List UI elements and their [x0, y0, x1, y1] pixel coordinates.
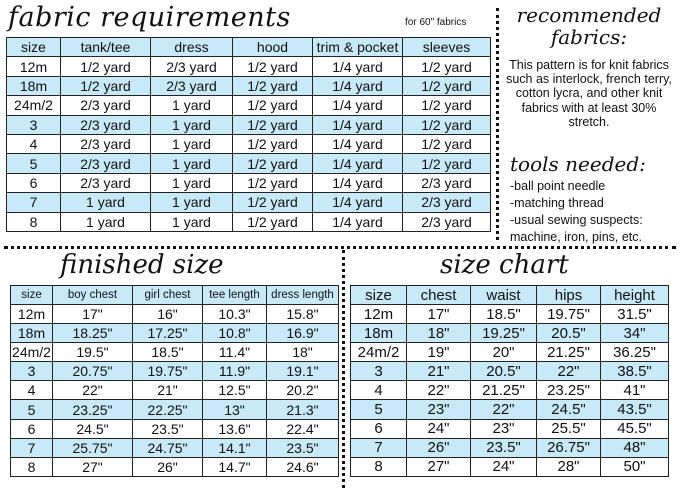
tools-needed-list	[510, 178, 643, 246]
table-cell: 18.5"	[133, 343, 203, 362]
table-cell: 21"	[133, 381, 203, 400]
table-cell: 24m/2	[12, 344, 51, 361]
table-cell: 5	[351, 400, 407, 419]
table-row	[351, 400, 669, 419]
table-cell: 20.5"	[537, 324, 601, 343]
size-chart-table	[350, 285, 669, 477]
table-cell: 21.25"	[471, 381, 537, 400]
column-header: height	[601, 286, 669, 305]
column-header: tank/tee	[61, 38, 151, 57]
tool-item: machine, iron, pins, etc.	[510, 230, 643, 244]
table-cell: 1/2 yard	[403, 76, 491, 95]
table-cell: 17.25"	[133, 324, 203, 343]
column-header: dress	[151, 38, 233, 57]
table-cell: 19.25"	[471, 324, 537, 343]
column-header: boy chest	[53, 286, 133, 305]
table-cell: 2/3 yard	[403, 173, 491, 192]
table-cell: 1/4 yard	[313, 134, 403, 153]
table-row	[7, 76, 491, 95]
table-header-row	[11, 286, 339, 305]
table-cell: 31.5"	[601, 305, 669, 324]
table-cell: 24.6"	[267, 457, 339, 476]
table-cell: 7	[11, 438, 53, 457]
table-cell: 13"	[203, 400, 267, 419]
table-cell: 24m/2	[7, 96, 61, 115]
table-row	[351, 343, 669, 362]
recommended-fabrics-title: recommended fabrics:	[516, 3, 662, 49]
table-row	[7, 115, 491, 134]
table-cell: 1/2 yard	[233, 76, 313, 95]
table-cell: 15.8"	[267, 305, 339, 324]
table-cell: 1 yard	[151, 115, 233, 134]
table-cell: 41"	[601, 381, 669, 400]
table-cell: 1 yard	[151, 173, 233, 192]
table-row	[11, 324, 339, 343]
fabric-requirements-table	[6, 37, 491, 232]
table-cell: 19.5"	[53, 343, 133, 362]
table-cell: 1/4 yard	[313, 173, 403, 192]
table-cell: 1/4 yard	[313, 76, 403, 95]
table-row	[11, 419, 339, 438]
table-cell: 26"	[407, 438, 471, 457]
tool-item: -matching thread	[510, 196, 604, 210]
column-header: tee length	[203, 286, 267, 305]
table-cell: 2/3 yard	[61, 173, 151, 192]
table-cell: 25.5"	[537, 419, 601, 438]
table-cell: 7	[7, 193, 61, 212]
table-cell: 18m	[351, 324, 407, 343]
table-cell: 1/2 yard	[403, 57, 491, 76]
size-chart-title: size chart	[440, 250, 569, 280]
table-row	[7, 173, 491, 192]
table-cell: 1/2 yard	[61, 76, 151, 95]
table-cell: 1 yard	[151, 134, 233, 153]
fabric-requirements-title: fabric requirements	[8, 2, 291, 33]
table-cell: 5	[7, 154, 61, 173]
table-cell: 1/2 yard	[233, 193, 313, 212]
table-cell: 26"	[133, 457, 203, 476]
table-cell: 1/4 yard	[313, 212, 403, 231]
table-cell: 25.75"	[53, 438, 133, 457]
table-header-row	[351, 286, 669, 305]
table-cell: 20.5"	[471, 362, 537, 381]
table-cell: 1 yard	[151, 212, 233, 231]
table-cell: 18m	[11, 324, 53, 343]
table-cell: 2/3 yard	[151, 57, 233, 76]
table-row	[351, 305, 669, 324]
table-cell: 18m	[7, 76, 61, 95]
table-cell: 18.5"	[471, 305, 537, 324]
column-header: waist	[471, 286, 537, 305]
table-cell: 1/2 yard	[233, 154, 313, 173]
table-cell: 19.1"	[267, 362, 339, 381]
table-cell: 23.25"	[537, 381, 601, 400]
table-cell: 4	[7, 134, 61, 153]
table-cell: 3	[7, 115, 61, 134]
table-row	[11, 343, 339, 362]
table-cell: 12m	[11, 305, 53, 324]
table-cell: 22"	[537, 362, 601, 381]
table-cell: 1/2 yard	[233, 212, 313, 231]
table-cell: 22.4"	[267, 419, 339, 438]
table-cell: 2/3 yard	[403, 212, 491, 231]
column-header: dress length	[267, 286, 339, 305]
table-cell: 27"	[407, 457, 471, 476]
table-cell: 24.5"	[537, 400, 601, 419]
table-cell: 22"	[407, 381, 471, 400]
table-cell: 2/3 yard	[61, 96, 151, 115]
table-cell: 10.8"	[203, 324, 267, 343]
table-cell: 8	[351, 457, 407, 476]
table-row	[7, 134, 491, 153]
table-cell: 1 yard	[61, 212, 151, 231]
table-cell: 4	[351, 381, 407, 400]
table-cell: 14.7"	[203, 457, 267, 476]
table-cell: 1/2 yard	[403, 115, 491, 134]
divider-vertical-bottom	[342, 250, 345, 488]
table-cell: 21"	[407, 362, 471, 381]
table-cell: 19.75"	[133, 362, 203, 381]
table-cell: 22"	[471, 400, 537, 419]
table-cell: 22.25"	[133, 400, 203, 419]
column-header: girl chest	[133, 286, 203, 305]
table-row	[351, 419, 669, 438]
finished-size-table	[10, 285, 339, 477]
column-header: sleeves	[403, 38, 491, 57]
table-cell: 1/2 yard	[233, 134, 313, 153]
table-cell: 6	[11, 419, 53, 438]
column-header: hips	[537, 286, 601, 305]
table-cell: 26.75"	[537, 438, 601, 457]
table-cell: 28"	[537, 457, 601, 476]
table-row	[7, 57, 491, 76]
table-cell: 18"	[407, 324, 471, 343]
column-header: chest	[407, 286, 471, 305]
table-cell: 5	[11, 400, 53, 419]
table-cell: 1/4 yard	[313, 57, 403, 76]
table-row	[11, 400, 339, 419]
table-cell: 12.5"	[203, 381, 267, 400]
table-cell: 6	[7, 173, 61, 192]
table-row	[351, 362, 669, 381]
table-row	[351, 381, 669, 400]
table-cell: 1/2 yard	[233, 96, 313, 115]
divider-vertical-top	[496, 8, 499, 240]
fabric-width-note: for 60" fabrics	[405, 17, 467, 28]
table-cell: 20.75"	[53, 362, 133, 381]
table-cell: 23"	[407, 400, 471, 419]
table-row	[7, 193, 491, 212]
table-cell: 1/2 yard	[61, 57, 151, 76]
table-cell: 2/3 yard	[61, 115, 151, 134]
table-cell: 20"	[471, 343, 537, 362]
table-cell: 7	[351, 438, 407, 457]
table-cell: 27"	[53, 457, 133, 476]
column-header: size	[351, 286, 407, 305]
table-cell: 17"	[53, 305, 133, 324]
table-cell: 2/3 yard	[61, 134, 151, 153]
table-cell: 2/3 yard	[61, 154, 151, 173]
table-cell: 24.75"	[133, 438, 203, 457]
table-cell: 48"	[601, 438, 669, 457]
table-cell: 38.5"	[601, 362, 669, 381]
table-cell: 22"	[53, 381, 133, 400]
table-cell: 4	[11, 381, 53, 400]
table-row	[351, 457, 669, 476]
table-cell: 2/3 yard	[403, 193, 491, 212]
column-header: size	[7, 38, 61, 57]
table-cell: 1/2 yard	[233, 115, 313, 134]
tool-item: -ball point needle	[510, 179, 606, 193]
table-cell: 23.5"	[133, 419, 203, 438]
table-cell: 1/2 yard	[233, 57, 313, 76]
table-row	[11, 305, 339, 324]
table-cell: 13.6"	[203, 419, 267, 438]
table-cell: 3	[351, 362, 407, 381]
table-cell: 36.25"	[601, 343, 669, 362]
column-header: size	[11, 286, 53, 305]
table-cell: 20.2"	[267, 381, 339, 400]
table-row	[11, 457, 339, 476]
table-cell: 18"	[267, 343, 339, 362]
table-cell: 6	[351, 419, 407, 438]
table-cell: 1/2 yard	[403, 96, 491, 115]
table-cell: 45.5"	[601, 419, 669, 438]
table-cell: 1/2 yard	[403, 154, 491, 173]
table-cell: 24m/2	[351, 343, 407, 362]
table-cell: 19"	[407, 343, 471, 362]
table-cell: 2/3 yard	[151, 76, 233, 95]
table-cell: 43.5"	[601, 400, 669, 419]
table-cell: 1/4 yard	[313, 193, 403, 212]
table-cell: 11.9"	[203, 362, 267, 381]
table-row	[7, 154, 491, 173]
table-cell: 10.3"	[203, 305, 267, 324]
table-cell: 24"	[407, 419, 471, 438]
table-cell: 23"	[471, 419, 537, 438]
table-cell: 12m	[7, 57, 61, 76]
table-cell: 1 yard	[151, 96, 233, 115]
table-cell: 12m	[351, 305, 407, 324]
table-cell: 23.25"	[53, 400, 133, 419]
table-cell: 1/2 yard	[403, 134, 491, 153]
table-cell: 34"	[601, 324, 669, 343]
table-row	[351, 438, 669, 457]
tools-needed-title: tools needed:	[510, 152, 646, 176]
table-cell: 17"	[407, 305, 471, 324]
column-header: hood	[233, 38, 313, 57]
table-row	[11, 438, 339, 457]
table-cell: 1 yard	[61, 193, 151, 212]
table-cell: 16"	[133, 305, 203, 324]
table-cell: 50"	[601, 457, 669, 476]
recommended-fabrics-text: This pattern is for knit fabrics such as interlock, french terry, cotton lycra, and other knit fabrics with at least 30% stretch.	[506, 58, 672, 129]
table-row	[351, 324, 669, 343]
table-cell: 8	[11, 457, 53, 476]
finished-size-title: finished size	[60, 250, 224, 280]
table-cell: 1/4 yard	[313, 154, 403, 173]
table-row	[7, 212, 491, 231]
table-cell: 3	[11, 362, 53, 381]
table-cell: 1 yard	[151, 154, 233, 173]
table-row	[7, 96, 491, 115]
table-cell: 11.4"	[203, 343, 267, 362]
table-cell: 21.3"	[267, 400, 339, 419]
table-cell: 19.75"	[537, 305, 601, 324]
table-cell: 24"	[471, 457, 537, 476]
table-row	[11, 381, 339, 400]
table-cell: 23.5"	[471, 438, 537, 457]
table-cell: 23.5"	[267, 438, 339, 457]
table-cell: 1/4 yard	[313, 115, 403, 134]
table-header-row	[7, 38, 491, 57]
table-cell: 24.5"	[53, 419, 133, 438]
table-cell: 1 yard	[151, 193, 233, 212]
table-cell: 18.25"	[53, 324, 133, 343]
divider-horizontal	[4, 246, 676, 249]
table-cell: 21.25"	[537, 343, 601, 362]
tool-item: -usual sewing suspects:	[510, 213, 643, 227]
table-cell: 14.1"	[203, 438, 267, 457]
table-cell: 1/2 yard	[233, 173, 313, 192]
table-cell: 8	[7, 212, 61, 231]
column-header: trim & pocket	[313, 38, 403, 57]
table-row	[11, 362, 339, 381]
table-cell: 16.9"	[267, 324, 339, 343]
table-cell: 1/4 yard	[313, 96, 403, 115]
